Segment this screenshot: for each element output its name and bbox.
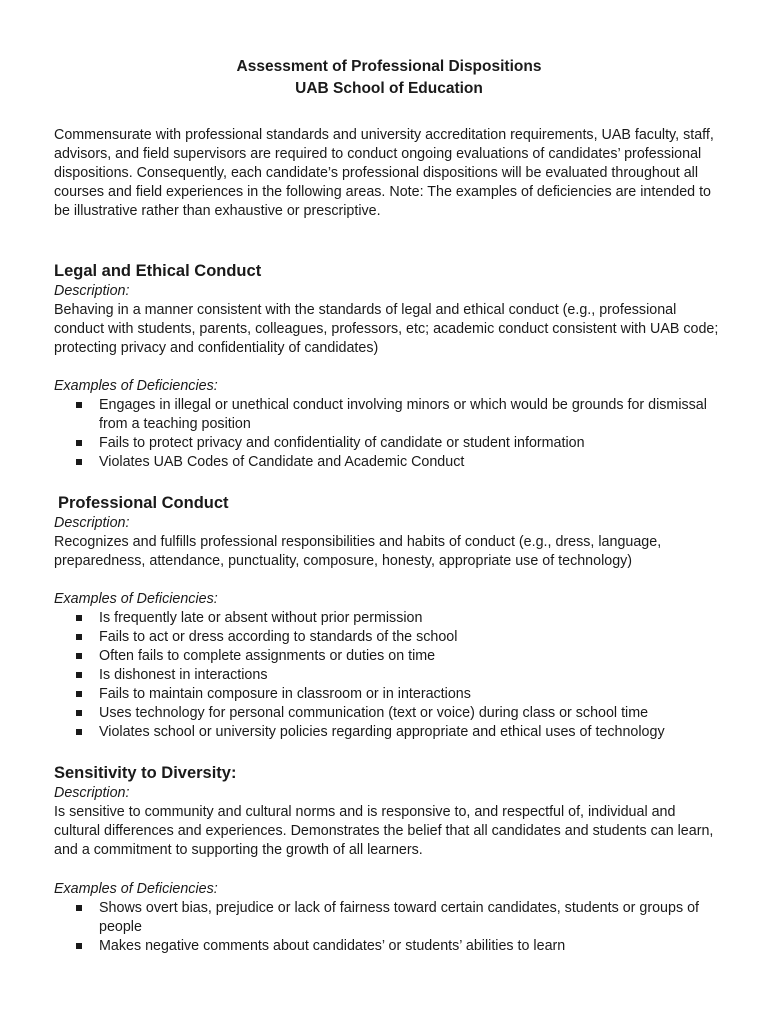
bullet-square-icon bbox=[76, 691, 82, 697]
bullet-square-icon bbox=[76, 672, 82, 678]
list-item bbox=[54, 396, 724, 434]
examples-label: Examples of Deficiencies: bbox=[54, 591, 218, 607]
section-legal-ethical-conduct bbox=[54, 260, 724, 472]
bullet-square-icon bbox=[76, 634, 82, 640]
list-item-text: Engages in illegal or unethical conduct involving minors or which would be grounds for dismissal from a teaching position bbox=[99, 397, 707, 432]
description-label: Description: bbox=[54, 785, 130, 801]
examples-label: Examples of Deficiencies: bbox=[54, 378, 218, 394]
section-professional-conduct bbox=[54, 492, 724, 742]
section-sensitivity-to-diversity bbox=[54, 762, 724, 956]
list-item bbox=[54, 453, 724, 472]
section-heading: Professional Conduct bbox=[58, 494, 229, 512]
bullet-square-icon bbox=[76, 653, 82, 659]
list-item-text: Is frequently late or absent without prior permission bbox=[99, 610, 423, 626]
section-description: Behaving in a manner consistent with the standards of legal and ethical conduct (e.g., professional conduct with students, parents, colleagues, professors, etc; academic conduct consistent with UAB code; protecting privacy and confidentiality of candidates) bbox=[54, 302, 719, 356]
list-item bbox=[54, 685, 724, 704]
bullet-square-icon bbox=[76, 905, 82, 911]
section-heading: Sensitivity to Diversity: bbox=[54, 764, 237, 782]
bullet-square-icon bbox=[76, 402, 82, 408]
list-item-text: Violates UAB Codes of Candidate and Academic Conduct bbox=[99, 454, 465, 470]
list-item-text: Uses technology for personal communication (text or voice) during class or school time bbox=[99, 705, 649, 721]
document-header bbox=[54, 56, 724, 100]
deficiency-list bbox=[54, 899, 724, 956]
bullet-square-icon bbox=[76, 459, 82, 465]
section-heading: Legal and Ethical Conduct bbox=[54, 262, 262, 280]
document-page bbox=[54, 56, 724, 956]
list-item-text: Is dishonest in interactions bbox=[99, 667, 268, 683]
list-item-text: Fails to maintain composure in classroom or in interactions bbox=[99, 686, 471, 702]
list-item bbox=[54, 723, 724, 742]
list-item-text: Violates school or university policies regarding appropriate and ethical uses of technology bbox=[99, 724, 665, 740]
bullet-square-icon bbox=[76, 615, 82, 621]
list-item bbox=[54, 647, 724, 666]
list-item-text: Shows overt bias, prejudice or lack of fairness toward certain candidates, students or groups of people bbox=[99, 900, 699, 935]
section-description: Is sensitive to community and cultural norms and is responsive to, and respectful of, individual and cultural differences and experiences. Demonstrates the belief that all candidates and students can learn, and a commitment to supporting the growth of all learners. bbox=[54, 804, 714, 858]
document-subtitle: UAB School of Education bbox=[295, 80, 483, 97]
list-item bbox=[54, 628, 724, 647]
section-description: Recognizes and fulfills professional responsibilities and habits of conduct (e.g., dress, language, preparedness, attendance, punctuality, composure, honesty, appropriate use of technology) bbox=[54, 534, 662, 569]
deficiency-list bbox=[54, 396, 724, 472]
bullet-square-icon bbox=[76, 943, 82, 949]
examples-label: Examples of Deficiencies: bbox=[54, 881, 218, 897]
list-item bbox=[54, 609, 724, 628]
list-item bbox=[54, 899, 724, 937]
list-item-text: Makes negative comments about candidates’ or students’ abilities to learn bbox=[99, 938, 566, 954]
list-item bbox=[54, 937, 724, 956]
bullet-square-icon bbox=[76, 710, 82, 716]
list-item bbox=[54, 704, 724, 723]
list-item bbox=[54, 434, 724, 453]
list-item bbox=[54, 666, 724, 685]
description-label: Description: bbox=[54, 283, 130, 299]
list-item-text: Fails to protect privacy and confidentiality of candidate or student information bbox=[99, 435, 585, 451]
intro-paragraph: Commensurate with professional standards and university accreditation requirements, UAB faculty, staff, advisors, and field supervisors are required to conduct ongoing evaluations of candidates’ professional dispositions. Consequently, each candidate’s professional dispositions will be evaluated throughout all courses and field experiences in the following areas. Note: The examples of deficiencies are intended to be illustrative rather than exhaustive or prescriptive. bbox=[54, 127, 714, 219]
list-item-text: Fails to act or dress according to standards of the school bbox=[99, 629, 458, 645]
document-title: Assessment of Professional Dispositions bbox=[236, 58, 542, 75]
list-item-text: Often fails to complete assignments or duties on time bbox=[99, 648, 436, 664]
deficiency-list bbox=[54, 609, 724, 742]
bullet-square-icon bbox=[76, 729, 82, 735]
bullet-square-icon bbox=[76, 440, 82, 446]
description-label: Description: bbox=[54, 515, 130, 531]
